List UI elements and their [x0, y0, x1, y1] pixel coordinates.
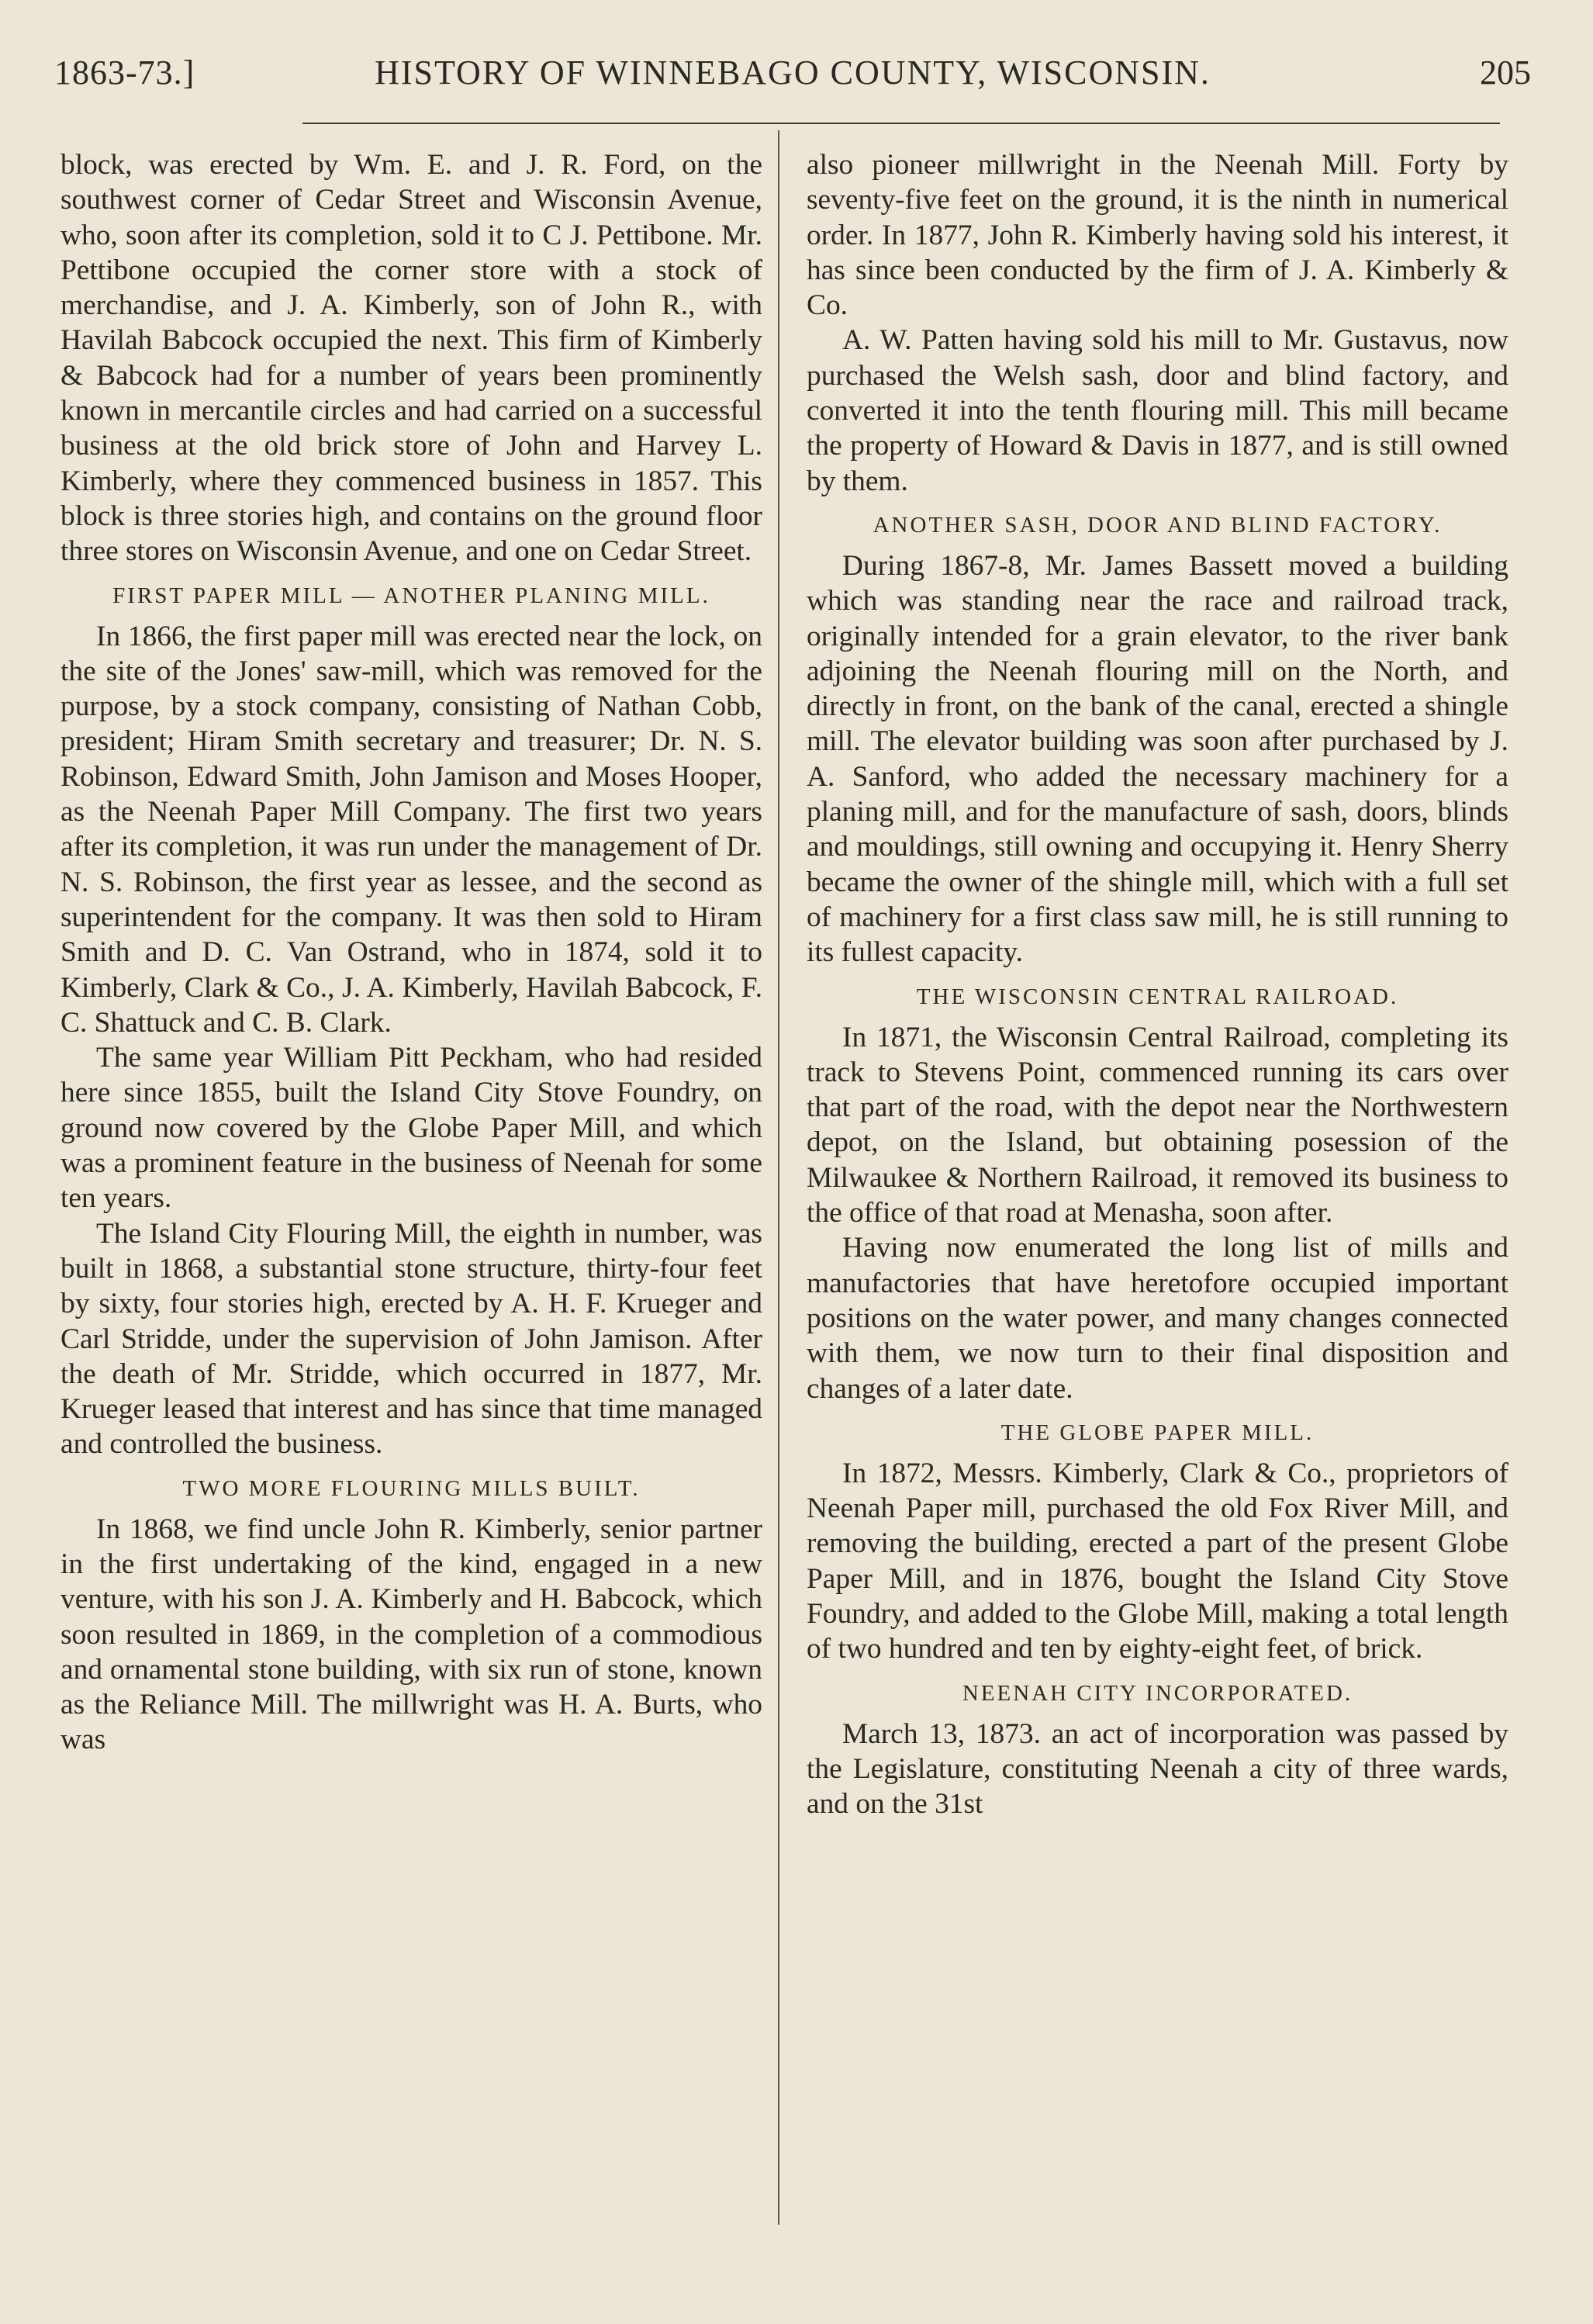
paragraph: also pioneer millwright in the Neenah Mill. Forty by seventy-five feet on the ground, it is the ninth in numerical order. In 1877, John R. Kimberly having sold his interest, it has since been conducted by the firm of J. A. Kimberly & Co.: [807, 149, 1508, 322]
paragraph: In 1868, we find uncle John R. Kimberly, senior partner in the first undertaking of the kind, engaged in a new venture, with his son J. A. Kimberly and H. Babcock, which soon resulted in 1869, in the completion of a commodious and ornamental stone building, with six run of stone, known as the Reliance Mill. The millwright was H. A. Burts, who was: [60, 1513, 762, 1756]
page-number: 205: [1480, 54, 1531, 92]
paragraph: A. W. Patten having sold his mill to Mr. Gustavus, now purchased the Welsh sash, door and blind factory, and converted it into the tenth flouring mill. This mill became the property of Howard & Davis in 1877, and is still owned by them.: [807, 324, 1508, 497]
paragraph: Having now enumerated the long list of mills and manufactories that have heretofore occupied important positions on the water power, and many changes connected with them, we now turn to their final disposition and changes of a later date.: [807, 1232, 1508, 1405]
section-heading: THE GLOBE PAPER MILL.: [1000, 1420, 1315, 1445]
section-heading: FIRST PAPER MILL — ANOTHER PLANING MILL.: [112, 583, 710, 608]
paragraph: In 1866, the first paper mill was erected near the lock, on the site of the Jones' saw-mill, which was removed for the purpose, by a stock company, consisting of Nathan Cobb, president; Hiram Smith secretary and treasurer; Dr. N. S. Robinson, Edward Smith, John Jamison and Moses Hooper, as the Neenah Paper Mill Company. The first two years after its completion, it was run under the management of Dr. N. S. Robinson, the first year as lessee, and the second as superintendent for the company. It was then sold to Hiram Smith and D. C. Van Ostrand, who in 1874, sold it to Kimberly, Clark & Co., J. A. Kimberly, Havilah Babcock, F. C. Shattuck and C. B. Clark.: [60, 620, 762, 1039]
paragraph: block, was erected by Wm. E. and J. R. Ford, on the southwest corner of Cedar Street and Wisconsin Avenue, who, soon after its completion, sold it to C J. Pettibone. Mr. Pettibone occupied the corner store with a stock of merchandise, and J. A. Kimberly, son of John R., with Havilah Babcock occupied the next. This firm of Kimberly & Babcock had for a number of years been prominently known in mercantile circles and had carried on a successful business at the old brick store of John and Harvey L. Kimberly, where they commenced business in 1857. This block is three stories high, and contains on the ground floor three stores on Wisconsin Avenue, and one on Cedar Street.: [60, 149, 762, 568]
section-heading: THE WISCONSIN CENTRAL RAILROAD.: [916, 984, 1399, 1009]
running-head: [54, 53, 1531, 99]
header-rule: [302, 123, 1500, 124]
right-column: [807, 147, 1508, 1821]
paragraph: During 1867-8, Mr. James Bassett moved a building which was standing near the race and railroad track, originally intended for a grain elevator, to the river bank adjoining the Neenah flouring mill on the North, and directly in front, on the bank of the canal, erected a shingle mill. The elevator building was soon after purchased by J. A. Sanford, who added the necessary machinery for a planing mill, and for the manufacture of sash, doors, blinds and mouldings, still owning and occupying it. Henry Sherry became the owner of the shingle mill, which with a full set of machinery for a first class saw mill, he is still running to its fullest capacity.: [807, 549, 1508, 969]
section-heading: TWO MORE FLOURING MILLS BUILT.: [182, 1475, 641, 1501]
paragraph: In 1872, Messrs. Kimberly, Clark & Co., proprietors of Neenah Paper mill, purchased the old Fox River Mill, and removing the building, erected a part of the present Globe Paper Mill, and in 1876, bought the Island City Stove Foundry, and added to the Globe Mill, making a total length of two hundred and ten by eighty-eight feet, of brick.: [807, 1457, 1508, 1665]
running-head-title: HISTORY OF WINNEBAGO COUNTY, WISCONSIN.: [375, 54, 1211, 92]
left-column: [60, 147, 762, 1758]
running-head-date: 1863-73.]: [54, 54, 195, 92]
section-heading: ANOTHER SASH, DOOR AND BLIND FACTORY.: [873, 512, 1443, 538]
section-heading: NEENAH CITY INCORPORATED.: [962, 1680, 1353, 1706]
column-divider: [778, 130, 779, 2225]
paragraph: In 1871, the Wisconsin Central Railroad, completing its track to Stevens Point, commenced running its cars over that part of the road, with the depot near the Northwestern depot, on the Island, but obtaining posession of the Milwaukee & Northern Railroad, it removed its business to the office of that road at Menasha, soon after.: [807, 1021, 1508, 1229]
paragraph: The Island City Flouring Mill, the eighth in number, was built in 1868, a substantial stone structure, thirty-four feet by sixty, four stories high, erected by A. H. F. Krueger and Carl Stridde, under the supervision of John Jamison. After the death of Mr. Stridde, which occurred in 1877, Mr. Krueger leased that interest and has since that time managed and controlled the business.: [60, 1217, 762, 1461]
paragraph: March 13, 1873. an act of incorporation was passed by the Legislature, constituting Neenah a city of three wards, and on the 31st: [807, 1717, 1508, 1821]
paragraph: The same year William Pitt Peckham, who had resided here since 1855, built the Island City Stove Foundry, on ground now covered by the Globe Paper Mill, and which was a prominent feature in the business of Neenah for some ten years.: [60, 1042, 762, 1215]
